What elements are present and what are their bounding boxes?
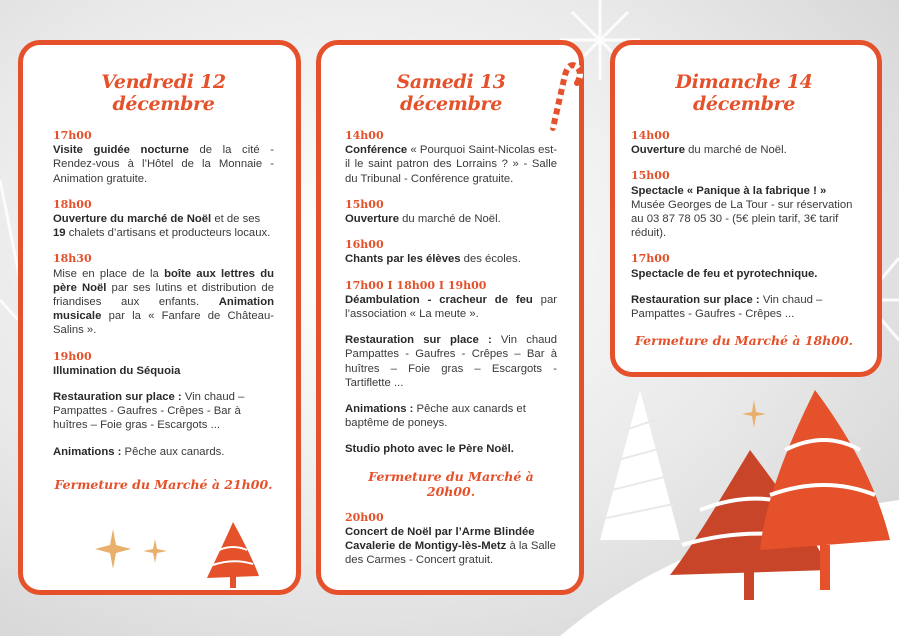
saturday-food: Restauration sur place : Vin chaud Pampattes - Gaufres - Crêpes – Bar à huîtres – Foie gras – Escargots - Tartiflette ... <box>345 334 557 389</box>
saturday-closing: Fermeture du Marché à 20h00. <box>368 468 534 499</box>
friday-closing: Fermeture du Marché à 21h00. <box>54 476 273 492</box>
saturday-activities: Animations : Pêche aux canards et baptême de poneys. <box>345 403 526 430</box>
saturday-event-1: 14h00 Conférence « Pourquoi Saint-Nicolas est-il le saint patron des Lorrains ? » - Salle du Tribunal - Conférence gratuite. <box>345 129 557 185</box>
sunday-title: Dimanche 14 décembre <box>675 71 813 115</box>
sunday-event-2: 15h00 Spectacle « Panique à la fabrique ! » Musée Georges de La Tour - sur réservation au 03 87 78 05 30 - (5€ plein tarif, 3€ tarif réduit). <box>631 169 853 240</box>
saturday-card <box>316 40 584 595</box>
friday-event-3: 18h30 Mise en place de la boîte aux lettres du père Noël par ses lutins et distribution de friandises aux enfants. Animation musicale par la « Fanfare de Château-Salins ». <box>53 252 274 337</box>
sunday-card <box>610 40 882 377</box>
christmas-trees-illustration <box>660 380 899 620</box>
saturday-event-2: 15h00 Ouverture du marché de Noël. <box>345 197 501 226</box>
friday-food: Restauration sur place : Vin chaud – Pampattes - Gaufres - Crêpes - Bar à huîtres – Foie gras - Escargots ... <box>53 391 245 432</box>
snowflake-icon <box>0 180 20 320</box>
saturday-title: Samedi 13 décembre <box>396 71 506 115</box>
friday-title: Vendredi 12 décembre <box>101 71 226 115</box>
sparkle-star-icon <box>742 398 772 432</box>
sunday-event-3: 17h00 Spectacle de feu et pyrotechnique. <box>631 252 818 280</box>
sunday-closing: Fermeture du Marché à 18h00. <box>634 333 854 349</box>
saturday-late-event: 20h00 Concert de Noël par l’Arme Blindée Cavalerie de Montigy-lès-Metz à la Salle des Carmes - Concert gratuit. <box>345 510 556 567</box>
sunday-event-1: 14h00 Ouverture du marché de Noël. <box>631 129 787 157</box>
saturday-event-4: 17h00 I 18h00 I 19h00 Déambulation - cracheur de feu par l’association « La meute ». <box>345 278 557 321</box>
saturday-event-3: 16h00 Chants par les élèves des écoles. <box>345 238 521 266</box>
friday-event-4: 19h00 Illumination du Séquoia <box>53 349 181 377</box>
sunday-food: Restauration sur place : Vin chaud – Pampattes - Gaufres - Crêpes ... <box>631 293 823 321</box>
tree-icon <box>203 520 263 590</box>
candy-cane-icon <box>543 53 583 133</box>
saturday-photo: Studio photo avec le Père Noël. <box>345 443 514 456</box>
friday-event-1: 17h00 Visite guidée nocturne de la cité - Rendez-vous à l’Hôtel de la Monnaie - Animation gratuite. <box>53 129 274 185</box>
friday-activities: Animations : Pêche aux canards. <box>53 445 225 458</box>
sparkle-stars-icon <box>95 525 175 575</box>
friday-card <box>18 40 301 595</box>
friday-event-2: 18h00 Ouverture du marché de Noël et de ses 19 chalets d’artisans et producteurs locaux. <box>53 197 271 240</box>
